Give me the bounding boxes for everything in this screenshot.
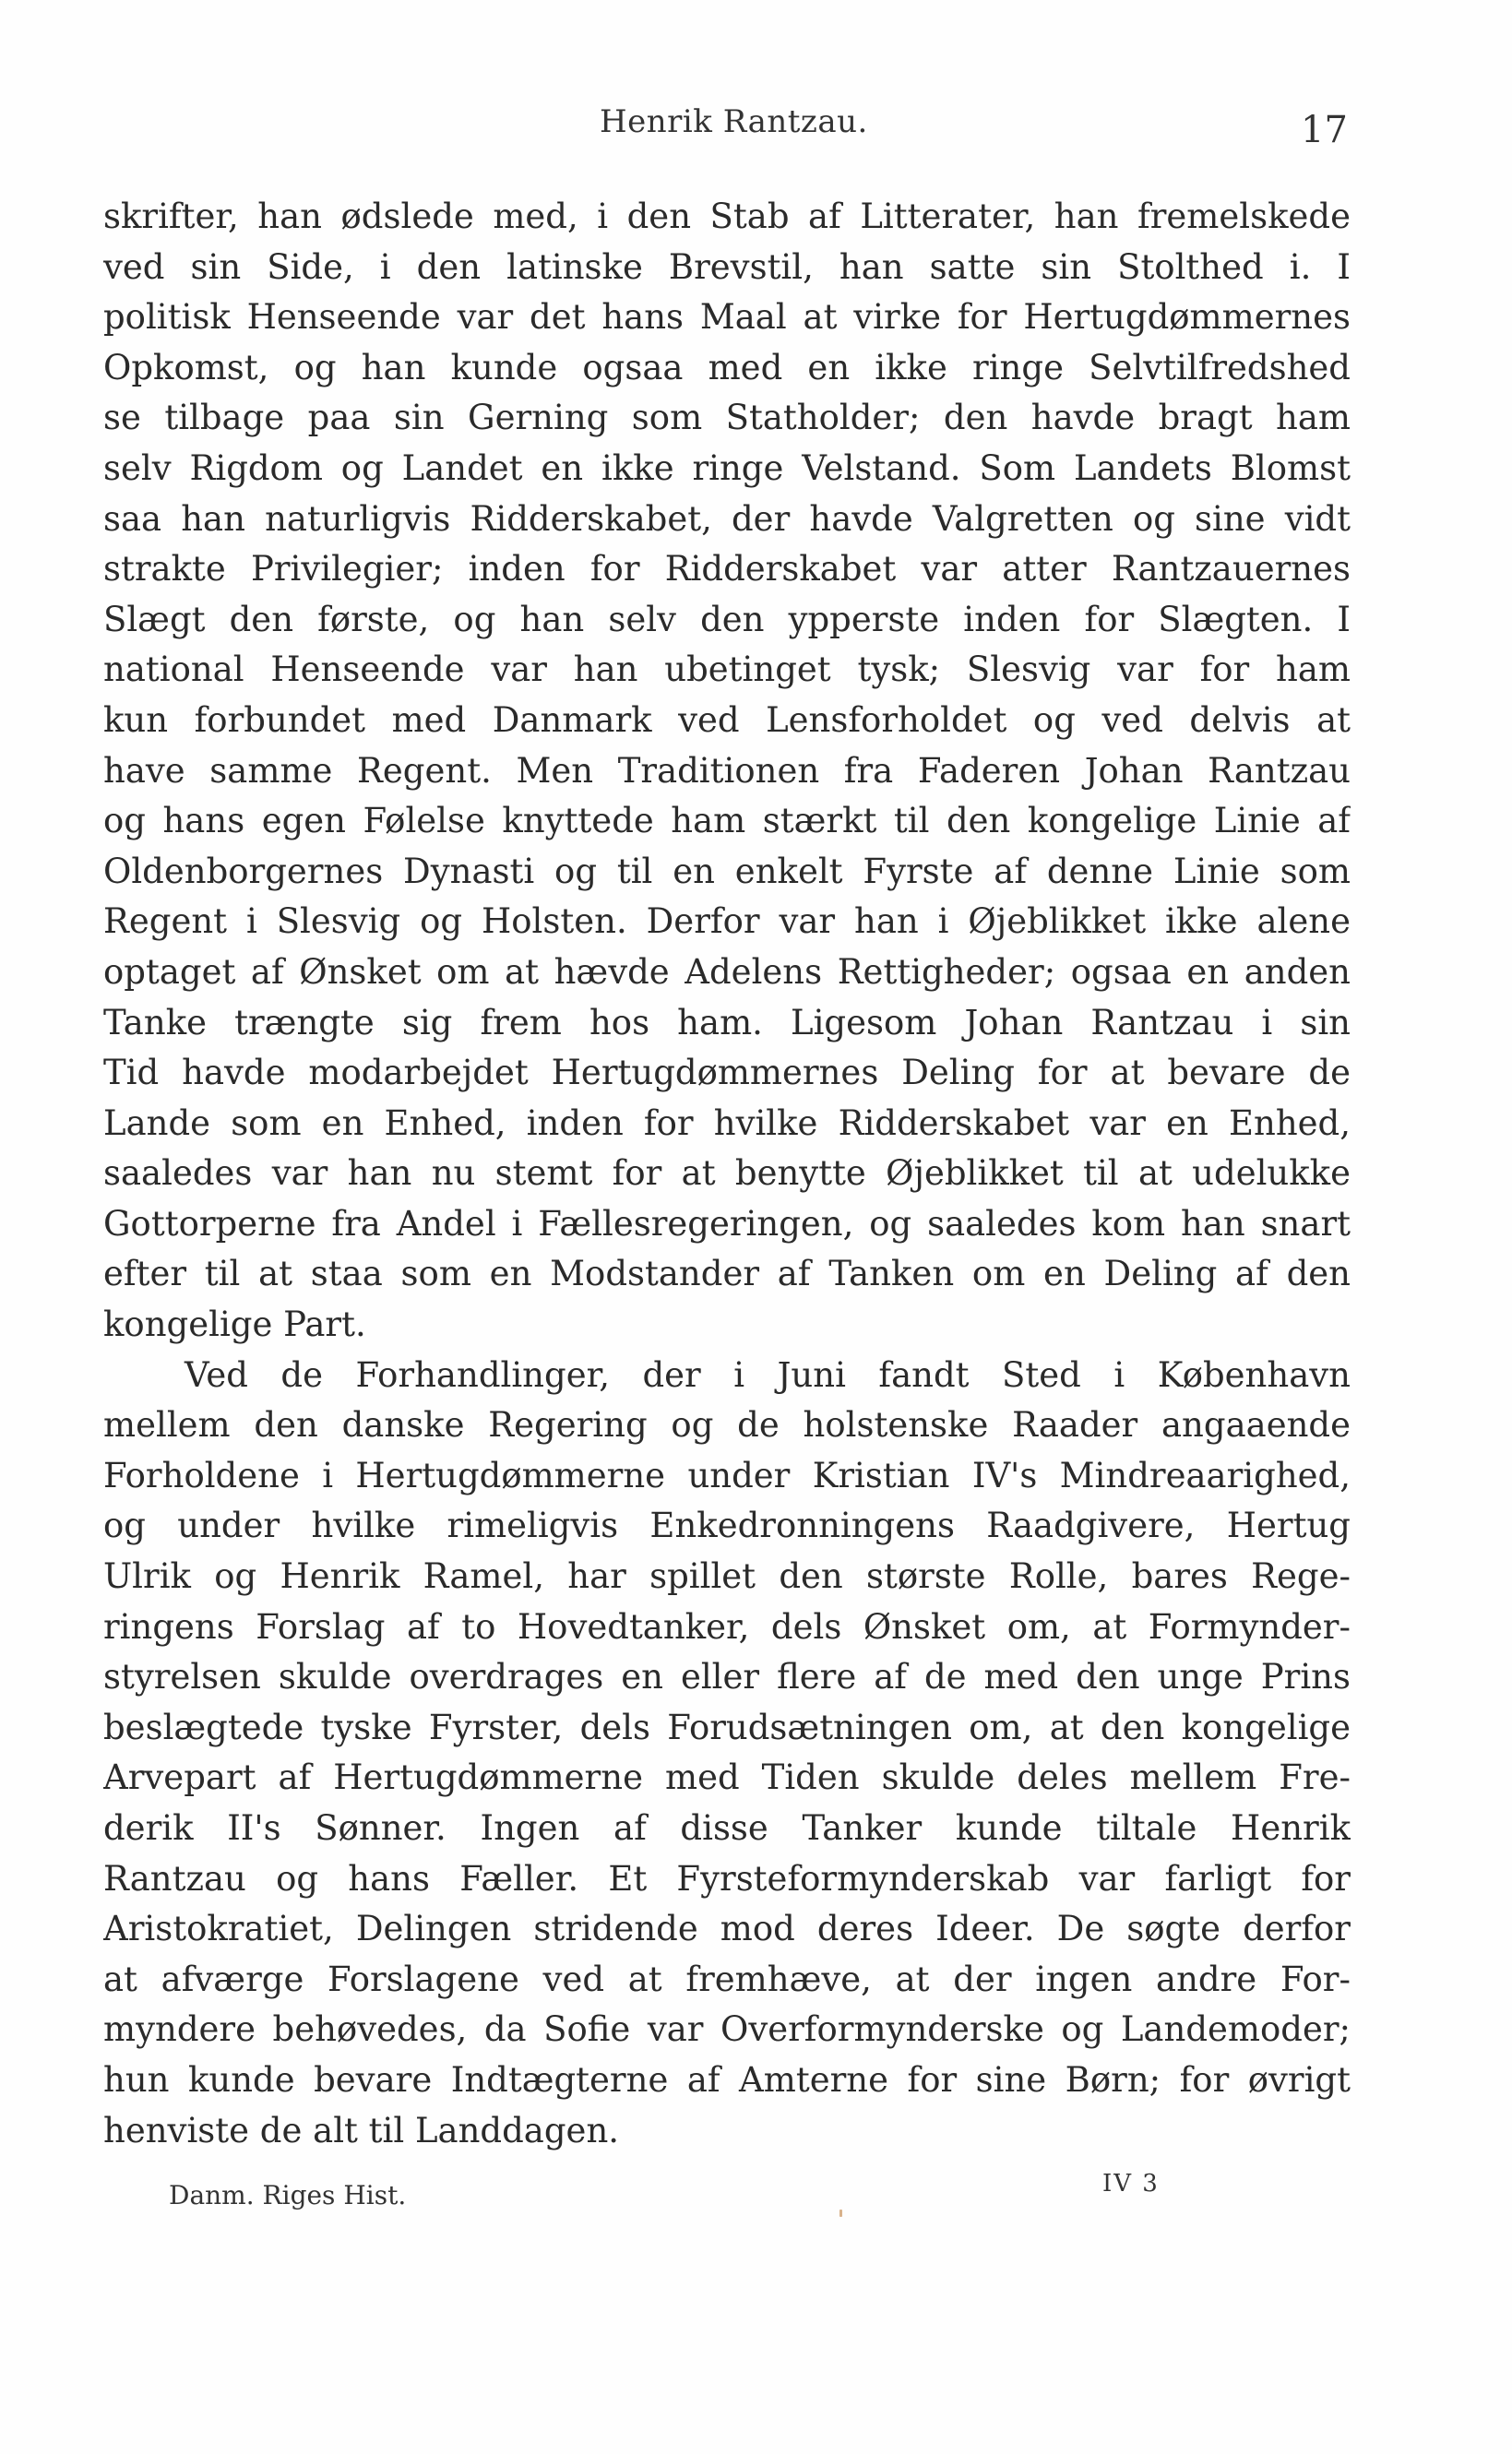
text-line: myndere behøvedes, da Sofie var Overformynderske og Landemoder; [103, 2009, 1351, 2050]
text-line: Slægt den første, og han selv den ypperste inden for Slægten. I [103, 599, 1351, 639]
text-line: beslægtede tyske Fyrster, dels Forudsætningen om, at den kongelige [103, 1707, 1351, 1747]
text-line: mellem den danske Regering og de holstenske Raader angaaende [103, 1405, 1351, 1446]
text-line: Forholdene i Hertugdømmerne under Kristian IV's Mindreaarighed, [103, 1455, 1351, 1495]
text-line: styrelsen skulde overdrages en eller flere af de med den unge Prins [103, 1657, 1351, 1698]
text-line: saaledes var han nu stemt for at benytte Øjeblikket til at udelukke [103, 1153, 1351, 1194]
text-line: have samme Regent. Men Traditionen fra Faderen Johan Rantzau [103, 750, 1351, 791]
text-line: skrifter, han ødslede med, i den Stab af Litterater, han fremelskede [103, 197, 1351, 236]
text-line: politisk Henseende var det hans Maal at virke for Hertugdømmernes [103, 297, 1351, 338]
text-line: saa han naturligvis Ridderskabet, der havde Valgretten og sine vidt [103, 498, 1351, 539]
text-line: se tilbage paa sin Gerning som Statholder; den havde bragt ham [103, 398, 1351, 438]
text-line: Tid havde modarbejdet Hertugdømmernes Deling for at bevare de [103, 1053, 1351, 1093]
paragraph-end-line: henviste de alt til Landdagen. [103, 2110, 620, 2150]
paragraph-end-line: kongelige Part. [103, 1304, 366, 1345]
body-text [103, 192, 1351, 2156]
text-line: Aristokratiet, Delingen stridende mod deres Ideer. De søgte derfor [103, 1909, 1351, 1949]
text-line: Tanke trængte sig frem hos ham. Ligesom Johan Rantzau i sin [103, 1002, 1351, 1042]
running-head: Henrik Rantzau. [600, 103, 868, 140]
text-line: optaget af Ønsket om at hævde Adelens Rettigheder; ogsaa en anden [103, 951, 1351, 992]
text-line: Ulrik og Henrik Ramel, har spillet den største Rolle, bares Rege- [103, 1556, 1351, 1597]
text-line: efter til at staa som en Modstander af Tanken om en Deling af den [103, 1254, 1351, 1294]
text-line: selv Rigdom og Landet en ikke ringe Velstand. Som Landets Blomst [103, 447, 1351, 488]
text-line: hun kunde bevare Indtægterne af Amterne for sine Børn; for øvrigt [103, 2059, 1351, 2100]
text-line: kun forbundet med Danmark ved Lensforholdet og ved delvis at [103, 699, 1351, 740]
paper-speck [839, 2210, 842, 2217]
text-line: derik II's Sønner. Ingen af disse Tanker kunde tiltale Henrik [103, 1808, 1351, 1848]
text-line: Oldenborgernes Dynasti og til en enkelt Fyrste af denne Linie som [103, 851, 1351, 891]
text-line: Opkomst, og han kunde ogsaa med en ikke ringe Selvtilfredshed [103, 347, 1351, 387]
text-line: og hans egen Følelse knyttede ham stærkt til den kongelige Linie af [103, 801, 1351, 841]
text-line: at afværge Forslagene ved at fremhæve, at der ingen andre For- [103, 1959, 1351, 1999]
text-line: Gottorperne fra Andel i Fællesregeringen, og saaledes kom han snart [103, 1203, 1351, 1244]
paragraph-start-line: Ved de Forhandlinger, der i Juni fandt Sted i København [185, 1354, 1351, 1395]
text-line: Regent i Slesvig og Holsten. Derfor var han i Øjeblikket ikke alene [103, 901, 1351, 942]
text-line: ved sin Side, i den latinske Brevstil, han satte sin Stolthed i. I [103, 246, 1351, 287]
text-line: Lande som en Enhed, inden for hvilke Ridderskabet var en Enhed, [103, 1102, 1351, 1143]
text-line: ringens Forslag af to Hovedtanker, dels Ønsket om, at Formynder- [103, 1606, 1351, 1647]
text-line: Rantzau og hans Fæller. Et Fyrsteformynderskab var farligt for [103, 1858, 1351, 1899]
footer-sheet-mark: IV 3 [1102, 2170, 1160, 2198]
page-number: 17 [1301, 109, 1348, 151]
footer-signature: Danm. Riges Hist. [169, 2180, 407, 2210]
text-line: national Henseende var han ubetinget tysk; Slesvig var for ham [103, 649, 1351, 690]
text-line: Arvepart af Hertugdømmerne med Tiden skulde deles mellem Fre- [103, 1757, 1351, 1798]
text-line: og under hvilke rimeligvis Enkedronningens Raadgivere, Hertug [103, 1506, 1351, 1546]
text-line: strakte Privilegier; inden for Ridderskabet var atter Rantzauernes [103, 549, 1351, 590]
